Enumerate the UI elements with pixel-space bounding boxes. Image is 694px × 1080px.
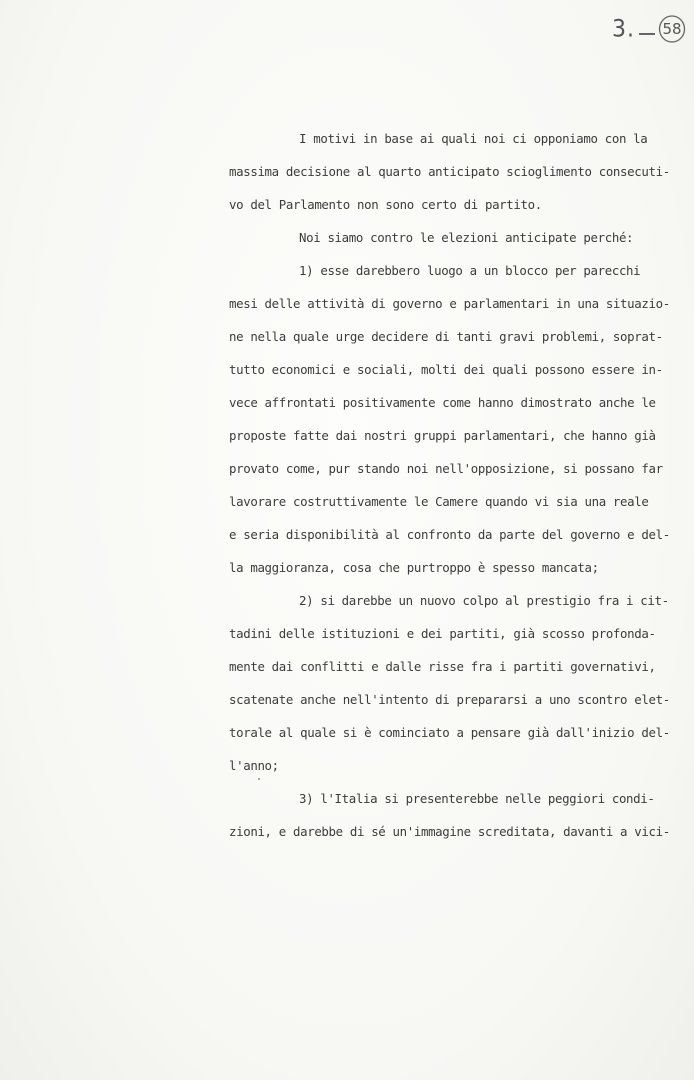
text-line: vece affrontati positivamente come hanno dimostrato anche le bbox=[229, 395, 656, 410]
page-number-dash bbox=[639, 33, 655, 35]
text-line: la maggioranza, cosa che purtroppo è spesso mancata; bbox=[229, 560, 599, 575]
text-line: lavorare costruttivamente le Camere quando vi sia una reale bbox=[229, 494, 649, 509]
text-line: proposte fatte dai nostri gruppi parlamentari, che hanno già bbox=[229, 428, 656, 443]
text-line: mente dai conflitti e dalle risse fra i partiti governativi, bbox=[229, 659, 656, 674]
text-line: I motivi in base ai quali noi ci opponiamo con la bbox=[299, 131, 648, 146]
archive-stamp bbox=[658, 14, 686, 44]
stamp-number: 58 bbox=[662, 20, 682, 38]
text-line: 3) l'Italia si presenterebbe nelle peggiori condi- bbox=[299, 791, 655, 806]
text-line: provato come, pur stando noi nell'opposizione, si possano far bbox=[229, 461, 663, 476]
text-line: e seria disponibilità al confronto da parte del governo e del- bbox=[229, 527, 670, 542]
text-line: torale al quale si è cominciato a pensare già dall'inizio del- bbox=[229, 725, 670, 740]
text-line: 1) esse darebbero luogo a un blocco per parecchi bbox=[299, 263, 641, 278]
page-header bbox=[612, 14, 686, 44]
text-line: scatenate anche nell'intento di prepararsi a uno scontro elet- bbox=[229, 692, 670, 707]
text-line: zioni, e darebbe di sé un'immagine screditata, davanti a vici- bbox=[229, 824, 670, 839]
page-number: 3. bbox=[612, 15, 635, 43]
text-line: tadini delle istituzioni e dei partiti, già scosso profonda- bbox=[229, 626, 656, 641]
text-line: ne nella quale urge decidere di tanti gravi problemi, soprat- bbox=[229, 329, 663, 344]
text-line: mesi delle attività di governo e parlamentari in una situazio- bbox=[229, 296, 670, 311]
text-line: Noi siamo contro le elezioni anticipate perché: bbox=[299, 230, 634, 245]
text-line: vo del Parlamento non sono certo di partito. bbox=[229, 197, 542, 212]
paper-speck bbox=[258, 778, 260, 780]
text-line: l'anno; bbox=[229, 758, 279, 773]
text-line: massima decisione al quarto anticipato scioglimento consecuti- bbox=[229, 164, 670, 179]
text-line: tutto economici e sociali, molti dei quali possono essere in- bbox=[229, 362, 663, 377]
body-text bbox=[229, 122, 669, 848]
text-line: 2) si darebbe un nuovo colpo al prestigio fra i cit- bbox=[299, 593, 669, 608]
